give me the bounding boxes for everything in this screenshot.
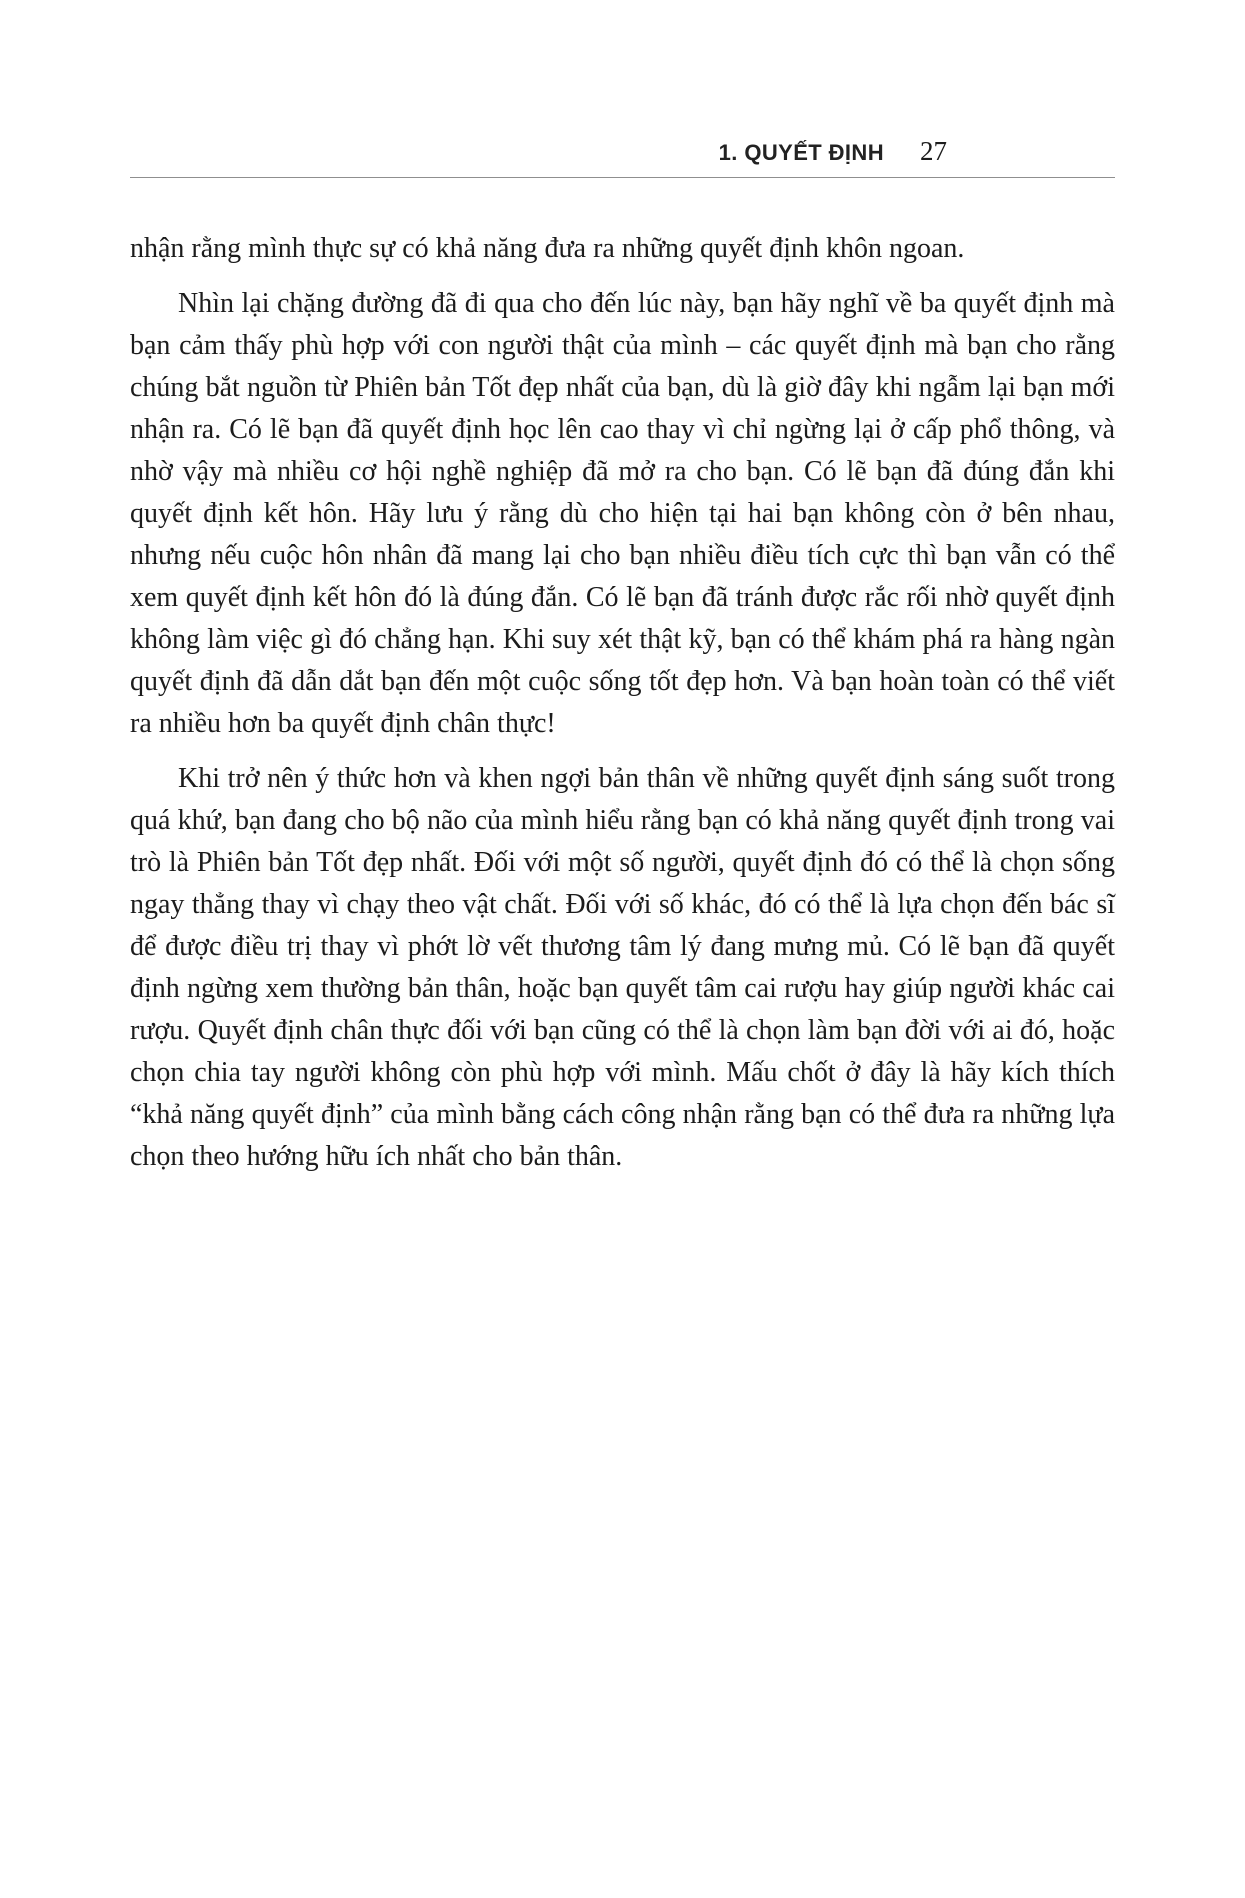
paragraph: Nhìn lại chặng đường đã đi qua cho đến lúc này, bạn hãy nghĩ về ba quyết định mà bạn cảm thấy phù hợp với con người thật của mình – các quyết định mà bạn cho rằng chúng bắt nguồn từ Phiên bản Tốt đẹp nhất của bạn, dù là giờ đây khi ngẫm lại bạn mới nhận ra. Có lẽ bạn đã quyết định học lên cao thay vì chỉ ngừng lại ở cấp phổ thông, và nhờ vậy mà nhiều cơ hội nghề nghiệp đã mở ra cho bạn. Có lẽ bạn đã đúng đắn khi quyết định kết hôn. Hãy lưu ý rằng dù cho hiện tại hai bạn không còn ở bên nhau, nhưng nếu cuộc hôn nhân đã mang lại cho bạn nhiều điều tích cực thì bạn vẫn có thể xem quyết định kết hôn đó là đúng đắn. Có lẽ bạn đã tránh được rắc rối nhờ quyết định không làm việc gì đó chẳng hạn. Khi suy xét thật kỹ, bạn có thể khám phá ra hàng ngàn quyết định đã dẫn dắt bạn đến một cuộc sống tốt đẹp hơn. Và bạn hoàn toàn có thể viết ra nhiều hơn ba quyết định chân thực! xyxy=(130,288,1115,739)
body-text xyxy=(130,228,1115,1178)
page-number: 27 xyxy=(920,136,947,166)
page-header xyxy=(130,136,1115,167)
paragraph: Khi trở nên ý thức hơn và khen ngợi bản thân về những quyết định sáng suốt trong quá khứ, bạn đang cho bộ não của mình hiểu rằng bạn có khả năng quyết định trong vai trò là Phiên bản Tốt đẹp nhất. Đối với một số người, quyết định đó có thể là chọn sống ngay thẳng thay vì chạy theo vật chất. Đối với số khác, đó có thể là lựa chọn đến bác sĩ để được điều trị thay vì phớt lờ vết thương tâm lý đang mưng mủ. Có lẽ bạn đã quyết định ngừng xem thường bản thân, hoặc bạn quyết tâm cai rượu hay giúp người khác cai rượu. Quyết định chân thực đối với bạn cũng có thể là chọn làm bạn đời với ai đó, hoặc chọn chia tay người không còn phù hợp với mình. Mấu chốt ở đây là hãy kích thích “khả năng quyết định” của mình bằng cách công nhận rằng bạn có thể đưa ra những lựa chọn theo hướng hữu ích nhất cho bản thân. xyxy=(130,763,1115,1172)
header-rule xyxy=(130,177,1115,178)
chapter-title: 1. QUYẾT ĐỊNH xyxy=(718,140,884,165)
paragraph-continuation: nhận rằng mình thực sự có khả năng đưa ra những quyết định khôn ngoan. xyxy=(130,233,965,264)
